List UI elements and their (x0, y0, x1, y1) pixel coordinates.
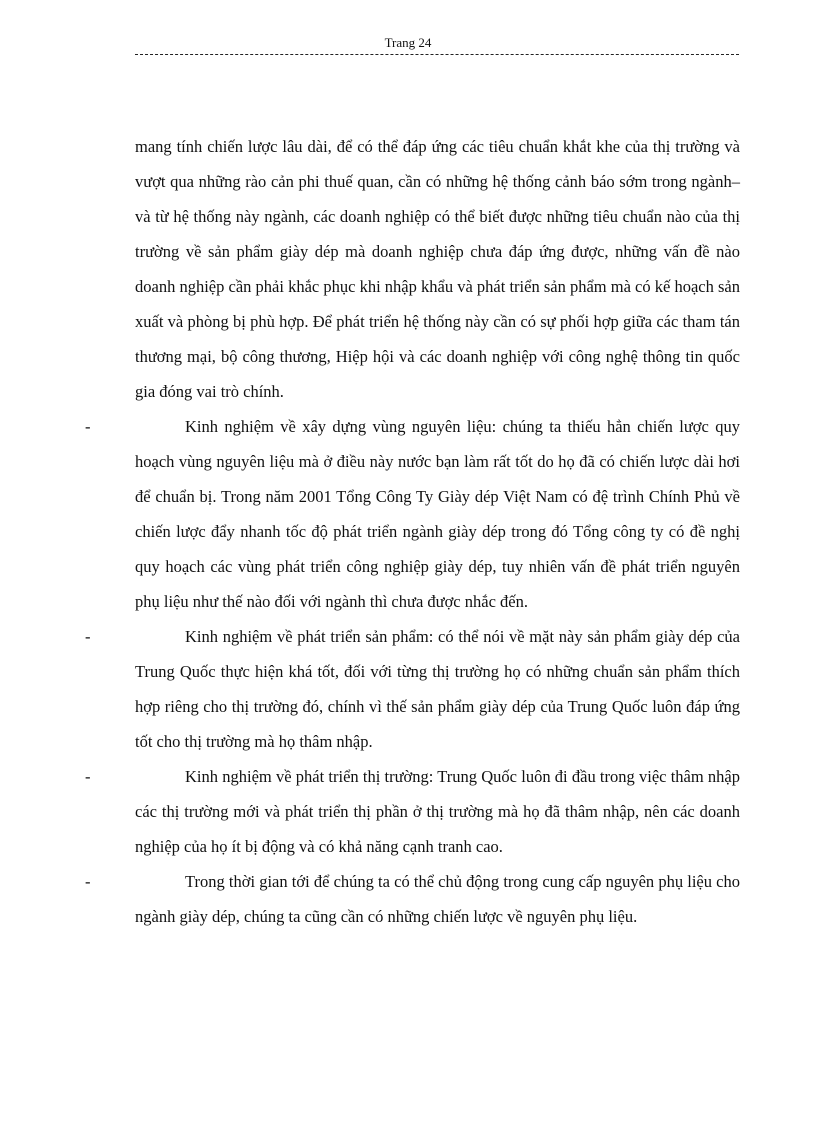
bullet-dash: - (85, 767, 91, 786)
page-number: Trang 24 (384, 35, 432, 50)
bullet-dash: - (85, 627, 91, 646)
bullet-text: Trong thời gian tới để chúng ta có thể chủ động trong cung cấp nguyên phụ liệu cho ngành giày dép, chúng ta cũng cần có những chiến lược về nguyên phụ liệu. (135, 872, 740, 926)
header-divider (135, 54, 739, 55)
intro-paragraph: mang tính chiến lược lâu dài, để có thể đáp ứng các tiêu chuẩn khắt khe của thị trường và vượt qua những rào cản phi thuế quan, cần có những hệ thống cảnh báo sớm trong ngành–và từ hệ thống này ngành, các doanh nghiệp có thể biết được những tiêu chuẩn nào của thị trường về sản phẩm giày dép mà doanh nghiệp chưa đáp ứng được, những vấn đề nào doanh nghiệp cần phải khắc phục khi nhập khẩu và phát triển sản phẩm mà có kế hoạch sản xuất và phòng bị phù hợp. Để phát triển hệ thống này cần có sự phối hợp giữa các tham tán thương mại, bộ công thương, Hiệp hội và các doanh nghiệp với công nghệ thông tin quốc gia đóng vai trò chính. (135, 137, 740, 401)
document-body (85, 129, 740, 934)
bullet-text: Kinh nghiệm về phát triển sản phẩm: có thể nói về mặt này sản phẩm giày dép của Trung Quốc thực hiện khá tốt, đối với từng thị trường họ có những chuẩn sản phẩm thích hợp riêng cho thị trường đó, chính vì thế sản phẩm giày dép của Trung Quốc luôn đáp ứng tốt cho thị trường mà họ thâm nhập. (135, 627, 740, 751)
bullet-item-raw-materials (85, 409, 740, 619)
bullet-dash: - (85, 417, 91, 436)
bullet-dash: - (85, 872, 91, 891)
bullet-item-market-development (85, 759, 740, 864)
bullet-item-product-development (85, 619, 740, 759)
bullet-text: Kinh nghiệm về xây dựng vùng nguyên liệu: chúng ta thiếu hẳn chiến lược quy hoạch vùng nguyên liệu mà ở điều này nước bạn làm rất tốt do họ đã có chiến lược dài hơi để chuẩn bị. Trong năm 2001 Tổng Công Ty Giày dép Việt Nam có đệ trình Chính Phủ về chiến lược đẩy nhanh tốc độ phát triển ngành giày dép trong đó Tổng công ty có đề nghị quy hoạch các vùng phát triển công nghiệp giày dép, tuy nhiên vấn đề phát triển nguyên phụ liệu như thế nào đối với ngành thì chưa được nhắc đến. (135, 417, 740, 611)
bullet-item-future-strategy (85, 864, 740, 934)
page-header (0, 34, 816, 52)
bullet-text: Kinh nghiệm về phát triển thị trường: Trung Quốc luôn đi đầu trong việc thâm nhập các thị trường mới và phát triển thị phần ở thị trường mà họ đã thâm nhập, nên các doanh nghiệp của họ ít bị động và có khả năng cạnh tranh cao. (135, 767, 740, 856)
